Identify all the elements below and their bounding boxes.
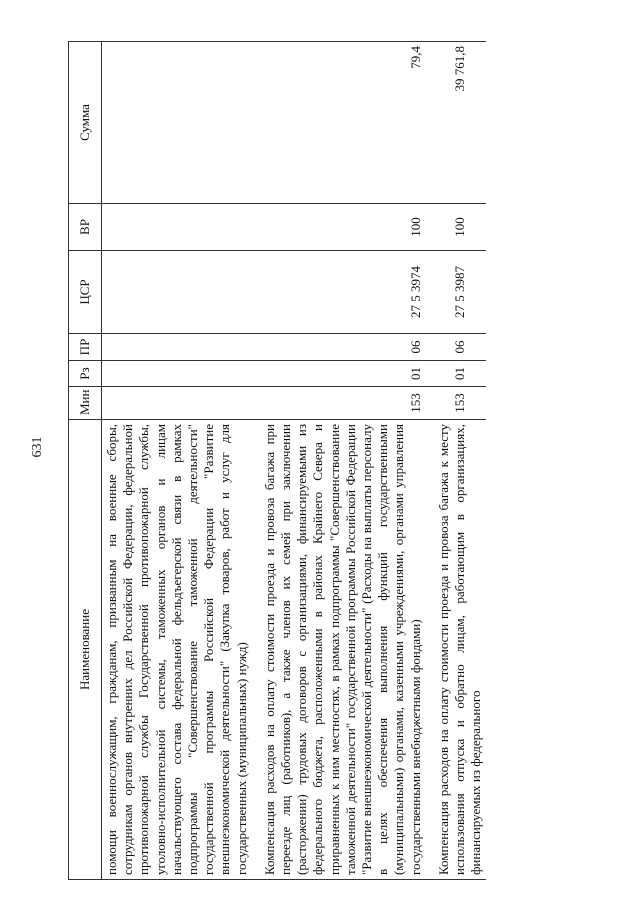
header-sum: Сумма [69, 42, 102, 204]
budget-table [68, 41, 486, 880]
rotated-table-container [68, 40, 608, 880]
table-row [102, 42, 252, 880]
row-rz: 01 [252, 361, 426, 387]
header-name: Наименование [69, 420, 102, 880]
row-csr: 27 5 3974 [252, 251, 426, 334]
row-rz [102, 361, 252, 387]
row-sum [102, 42, 252, 204]
row-vr [102, 204, 252, 251]
row-csr [102, 251, 252, 334]
row-pr: 06 [426, 334, 487, 361]
row-name: Компенсация расходов на оплату стоимости проезда и провоза багажа к месту использования отпуска и обратно лицам, работающим в организациях, финансируемых из федерального [426, 420, 487, 880]
row-min: 153 [252, 387, 426, 420]
page-number: 631 [30, 436, 45, 458]
row-pr: 06 [252, 334, 426, 361]
table-header-row [69, 42, 102, 880]
row-pr [102, 334, 252, 361]
row-sum: 79,4 [252, 42, 426, 204]
row-vr: 100 [426, 204, 487, 251]
row-min [102, 387, 252, 420]
table-row [252, 42, 426, 880]
row-vr: 100 [252, 204, 426, 251]
header-rz: Рз [69, 361, 102, 387]
row-name: помощи военнослужащим, гражданам, призванным на военные сборы, сотрудникам органов внутренних дел Российской Федерации, федеральной противопожарной службы Государственной противопожарной службы, уголовно-исполнительной системы, таможенных органов и лицам начальствующего состава федеральной фельдъегерской связи в рамках подпрограммы "Совершенствование таможенной деятельности" государственной программы Российской Федерации "Развитие внешнеэкономической деятельности" (Закупка товаров, работ и услуг для государственных (муниципальных) нужд) [102, 420, 252, 880]
row-min: 153 [426, 387, 487, 420]
table-row [426, 42, 487, 880]
row-name: Компенсация расходов на оплату стоимости проезда и провоза багажа при переезде лиц (работников), а также членов их семей при заключении (расторжении) трудовых договоров с организациями, финансируемыми из федерального бюджета, расположенными в районах Крайнего Севера и приравненных к ним местностях, в рамках подпрограммы "Совершенствование таможенной деятельности" государственной программы Российской Федерации "Развитие внешнеэкономической деятельности" (Расходы на выплаты персоналу в целях обеспечения выполнения функций государственными (муниципальными) органами, казенными учреждениями, органами управления государственными внебюджетными фондами) [252, 420, 426, 880]
header-min: Мин [69, 387, 102, 420]
header-csr: ЦСР [69, 251, 102, 334]
row-rz: 01 [426, 361, 487, 387]
header-vr: ВР [69, 204, 102, 251]
row-csr: 27 5 3987 [426, 251, 487, 334]
header-pr: ПР [69, 334, 102, 361]
row-sum: 39 761,8 [426, 42, 487, 204]
